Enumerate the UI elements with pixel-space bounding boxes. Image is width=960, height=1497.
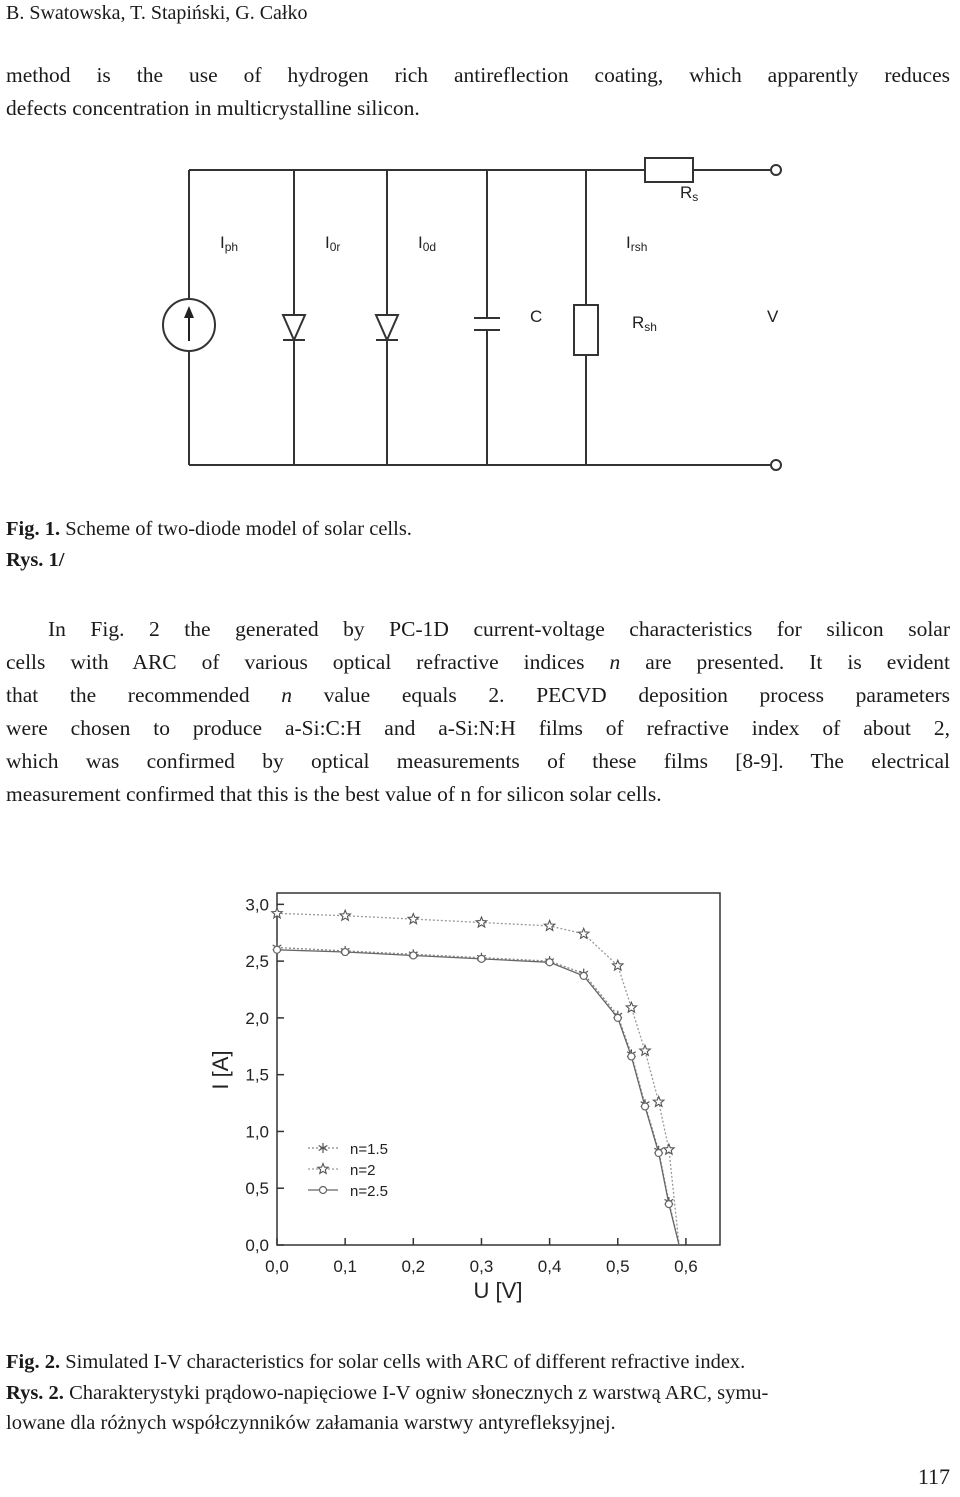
data-point-n=2.5 xyxy=(478,955,485,962)
fig2-caption-label: Fig. 2. xyxy=(6,1351,61,1373)
two-diode-circuit-diagram xyxy=(0,140,960,480)
body-paragraph xyxy=(6,613,950,811)
x-tick-label: 0,1 xyxy=(333,1257,357,1276)
legend-label: n=2.5 xyxy=(350,1183,388,1200)
y-tick-label: 1,0 xyxy=(245,1122,269,1142)
fig2-caption-text: Simulated I-V characteristics for solar cells with ARC of different refractive index. xyxy=(60,1351,746,1373)
label-i0r: I0r xyxy=(325,233,341,254)
data-point-n=2.5 xyxy=(642,1103,649,1110)
intro-line-1: method is the use of hydrogen rich antireflection coating, which apparently reduces xyxy=(6,63,950,87)
data-point-n=2 xyxy=(664,1144,674,1154)
diode-2-symbol xyxy=(376,315,398,340)
label-rsh: Rsh xyxy=(632,313,657,334)
data-point-n=2 xyxy=(626,1002,636,1012)
x-axis-label: U [V] xyxy=(473,1278,523,1303)
data-point-n=2 xyxy=(653,1096,664,1106)
data-point-n=2 xyxy=(340,910,351,920)
label-c: C xyxy=(530,307,543,326)
series-line-n=1.5 xyxy=(277,948,679,1246)
intro-line-2: defects concentration in multicrystalline silicon. xyxy=(6,96,420,120)
legend-label: n=2 xyxy=(350,1162,376,1179)
plot-frame xyxy=(277,893,720,1245)
page-number: 117 xyxy=(917,1464,950,1489)
body-line-4: were chosen to produce a-Si:C:H and a-Si:N:H films of refractive index of about 2, xyxy=(6,716,950,740)
x-tick-label: 0,0 xyxy=(265,1257,289,1276)
fig1-caption-pl xyxy=(6,546,65,575)
intro-paragraph xyxy=(6,59,950,125)
x-tick-label: 0,6 xyxy=(674,1257,698,1276)
y-tick-label: 1,5 xyxy=(245,1065,269,1085)
fig1-caption-label: Fig. 1. xyxy=(6,518,61,540)
fig2-caption-pl-text-1: Charakterystyki prądowo-napięciowe I-V ogniw słonecznych z warstwą ARC, symu- xyxy=(63,1382,769,1404)
label-rs: Rs xyxy=(680,183,699,204)
legend-marker xyxy=(320,1187,327,1194)
fig1-caption-pl-label: Rys. 1/ xyxy=(6,549,65,571)
legend-marker xyxy=(318,1164,328,1174)
legend-label: n=1.5 xyxy=(350,1141,388,1158)
data-point-n=2 xyxy=(476,917,487,927)
fig1-caption xyxy=(6,515,412,544)
y-tick-label: 2,5 xyxy=(245,952,269,972)
series-line-n=2.5 xyxy=(277,950,679,1245)
y-tick-label: 2,0 xyxy=(245,1008,269,1028)
fig2-caption-pl-2: lowane dla różnych współczynników załamania warstwy antyrefleksyjnej. xyxy=(6,1412,616,1434)
fig2-caption-pl-1 xyxy=(6,1379,768,1408)
body-line-2: cells with ARC of various optical refractive indices n are presented. It is evident xyxy=(6,650,950,674)
iv-characteristics-chart xyxy=(190,880,750,1310)
data-point-n=2.5 xyxy=(665,1201,672,1208)
data-point-n=2.5 xyxy=(580,972,587,979)
label-v: V xyxy=(767,307,779,326)
label-i0d: I0d xyxy=(418,233,437,254)
fig1-caption-text: Scheme of two-diode model of solar cells. xyxy=(60,518,412,540)
data-point-n=2.5 xyxy=(614,1014,621,1021)
running-header: B. Swatowska, T. Stapiński, G. Całko xyxy=(6,2,308,24)
x-tick-label: 0,5 xyxy=(605,1257,630,1276)
x-tick-label: 0,2 xyxy=(401,1257,426,1276)
body-line-5: which was confirmed by optical measurements of these films [8-9]. The electrical xyxy=(6,749,950,773)
data-point-n=2 xyxy=(272,908,282,918)
data-point-n=2.5 xyxy=(410,952,417,959)
fig2-caption-pl-label: Rys. 2. xyxy=(6,1382,64,1404)
body-line-6: measurement confirmed that this is the best value of n for silicon solar cells. xyxy=(6,782,662,806)
diode-1-symbol xyxy=(283,315,305,340)
fig2-caption xyxy=(6,1348,745,1377)
y-tick-label: 0,5 xyxy=(245,1179,269,1199)
y-axis-label: I [A] xyxy=(208,1050,233,1090)
body-line-1: In Fig. 2 the generated by PC-1D current-voltage characteristics for silicon solar xyxy=(48,617,950,641)
legend-marker xyxy=(319,1143,328,1153)
data-point-n=2.5 xyxy=(274,946,281,953)
x-tick-label: 0,3 xyxy=(469,1257,494,1276)
body-line-3: that the recommended n value equals 2. PECVD deposition process parameters xyxy=(6,683,950,707)
data-point-n=2 xyxy=(544,920,554,930)
data-point-n=2.5 xyxy=(628,1053,635,1060)
y-tick-label: 3,0 xyxy=(245,895,269,915)
data-point-n=2 xyxy=(640,1045,651,1055)
label-iph: Iph xyxy=(220,233,239,254)
x-tick-label: 0,4 xyxy=(537,1257,562,1276)
y-tick-label: 0,0 xyxy=(245,1236,269,1255)
data-point-n=2.5 xyxy=(655,1150,662,1157)
data-point-n=2 xyxy=(408,914,418,924)
data-point-n=2.5 xyxy=(546,959,553,966)
data-point-n=2.5 xyxy=(342,949,349,956)
label-irsh: Irsh xyxy=(626,233,648,254)
current-source-arrow-icon xyxy=(184,306,194,341)
